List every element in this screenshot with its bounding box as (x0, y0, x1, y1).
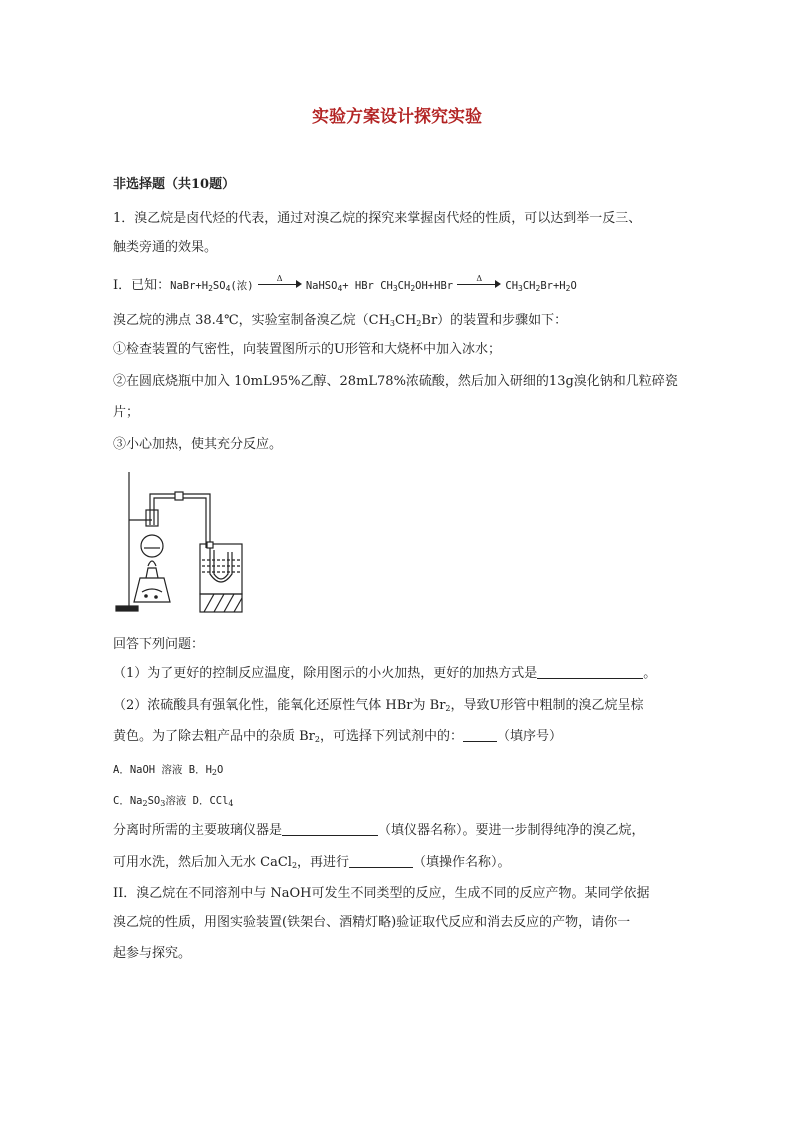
answer-prompt: 回答下列问题： (113, 637, 205, 652)
heat-arrow-1 (258, 274, 302, 289)
separation-line1: 分离时所需的主要玻璃仪器是 （填仪器名称）。要进一步制得纯净的溴乙烷， (113, 823, 645, 838)
question-1-2-line1: （2）浓硫酸具有强氧化性，能氧化还原性气体 HBr为 $Br_2$，导致U形管中粗制的溴乙烷呈棕 (113, 698, 644, 713)
page-title: 实验方案设计探究实验 (312, 107, 482, 127)
step-3: ③小心加热，使其充分反应。 (113, 437, 283, 452)
q1-intro-line1: 1．溴乙烷是卤代烃的代表，通过对溴乙烷的探究来掌握卤代烃的性质，可以达到举一反三、 (113, 211, 642, 226)
delta-symbol: Δ (276, 274, 283, 283)
part-2-line3: 起参与探究。 (113, 946, 192, 961)
section-heading: 非选择题（共10题） (113, 177, 236, 192)
options-a-b: A．NaOH 溶液 B．$H_2O$ (113, 764, 224, 777)
part-2-line1: II．溴乙烷在不同溶剂中与 NaOH可发生不同类型的反应，生成不同的反应产物。某同学依据 (113, 886, 650, 901)
product-1: NaHSO$_4$+ HBr $CH_3CH_2OH+HBr$ (305, 280, 454, 293)
answer-blank-heating-method[interactable] (537, 666, 643, 679)
separation-line2: 可用水洗，然后加入无水 CaCl$_2$，再进行 （填操作名称）。 (113, 855, 511, 870)
answer-blank-glassware[interactable] (282, 823, 378, 836)
equation-prefix: I．已知： (113, 278, 171, 293)
reactant-1: $NaBr+H_2SO_4$(浓) (170, 280, 254, 293)
question-1-2-line2: 黄色。为了除去粗产品中的杂质 $Br_2$，可选择下列试剂中的： （填序号） (113, 729, 563, 744)
reaction-equations (113, 274, 577, 294)
answer-blank-operation[interactable] (349, 855, 413, 868)
apparatus-diagram (112, 470, 252, 615)
options-c-d: C．$Na_2SO_3$溶液 D．CCl$_4$ (113, 795, 234, 808)
answer-blank-reagent[interactable] (463, 729, 497, 742)
part-2-line2: 溴乙烷的性质，用图实验装置(铁架台、酒精灯略)验证取代反应和消去反应的产物，请你一 (113, 915, 631, 930)
question-1-1: （1）为了更好的控制反应温度，除用图示的小火加热，更好的加热方式是 。 (113, 666, 657, 681)
product-2: $CH_3CH_2Br+H_2O$ (505, 280, 577, 293)
boiling-point-line: 溴乙烷的沸点 38.4℃，实验室制备溴乙烷$(CH_3CH_2Br)$的装置和步骤如下： (113, 313, 568, 328)
step-2-line2: 片； (113, 405, 140, 420)
q1-intro-line2: 触类旁通的效果。 (113, 240, 218, 255)
heat-arrow-2 (457, 274, 501, 289)
delta-symbol: Δ (476, 274, 483, 283)
step-2-line1: ②在圆底烧瓶中加入 10mL95%乙醇、28mL78%浓硫酸，然后加入研细的13g溴化钠和几粒碎瓷 (113, 374, 678, 389)
step-1: ①检查装置的气密性，向装置图所示的U形管和大烧杯中加入冰水； (113, 342, 501, 357)
